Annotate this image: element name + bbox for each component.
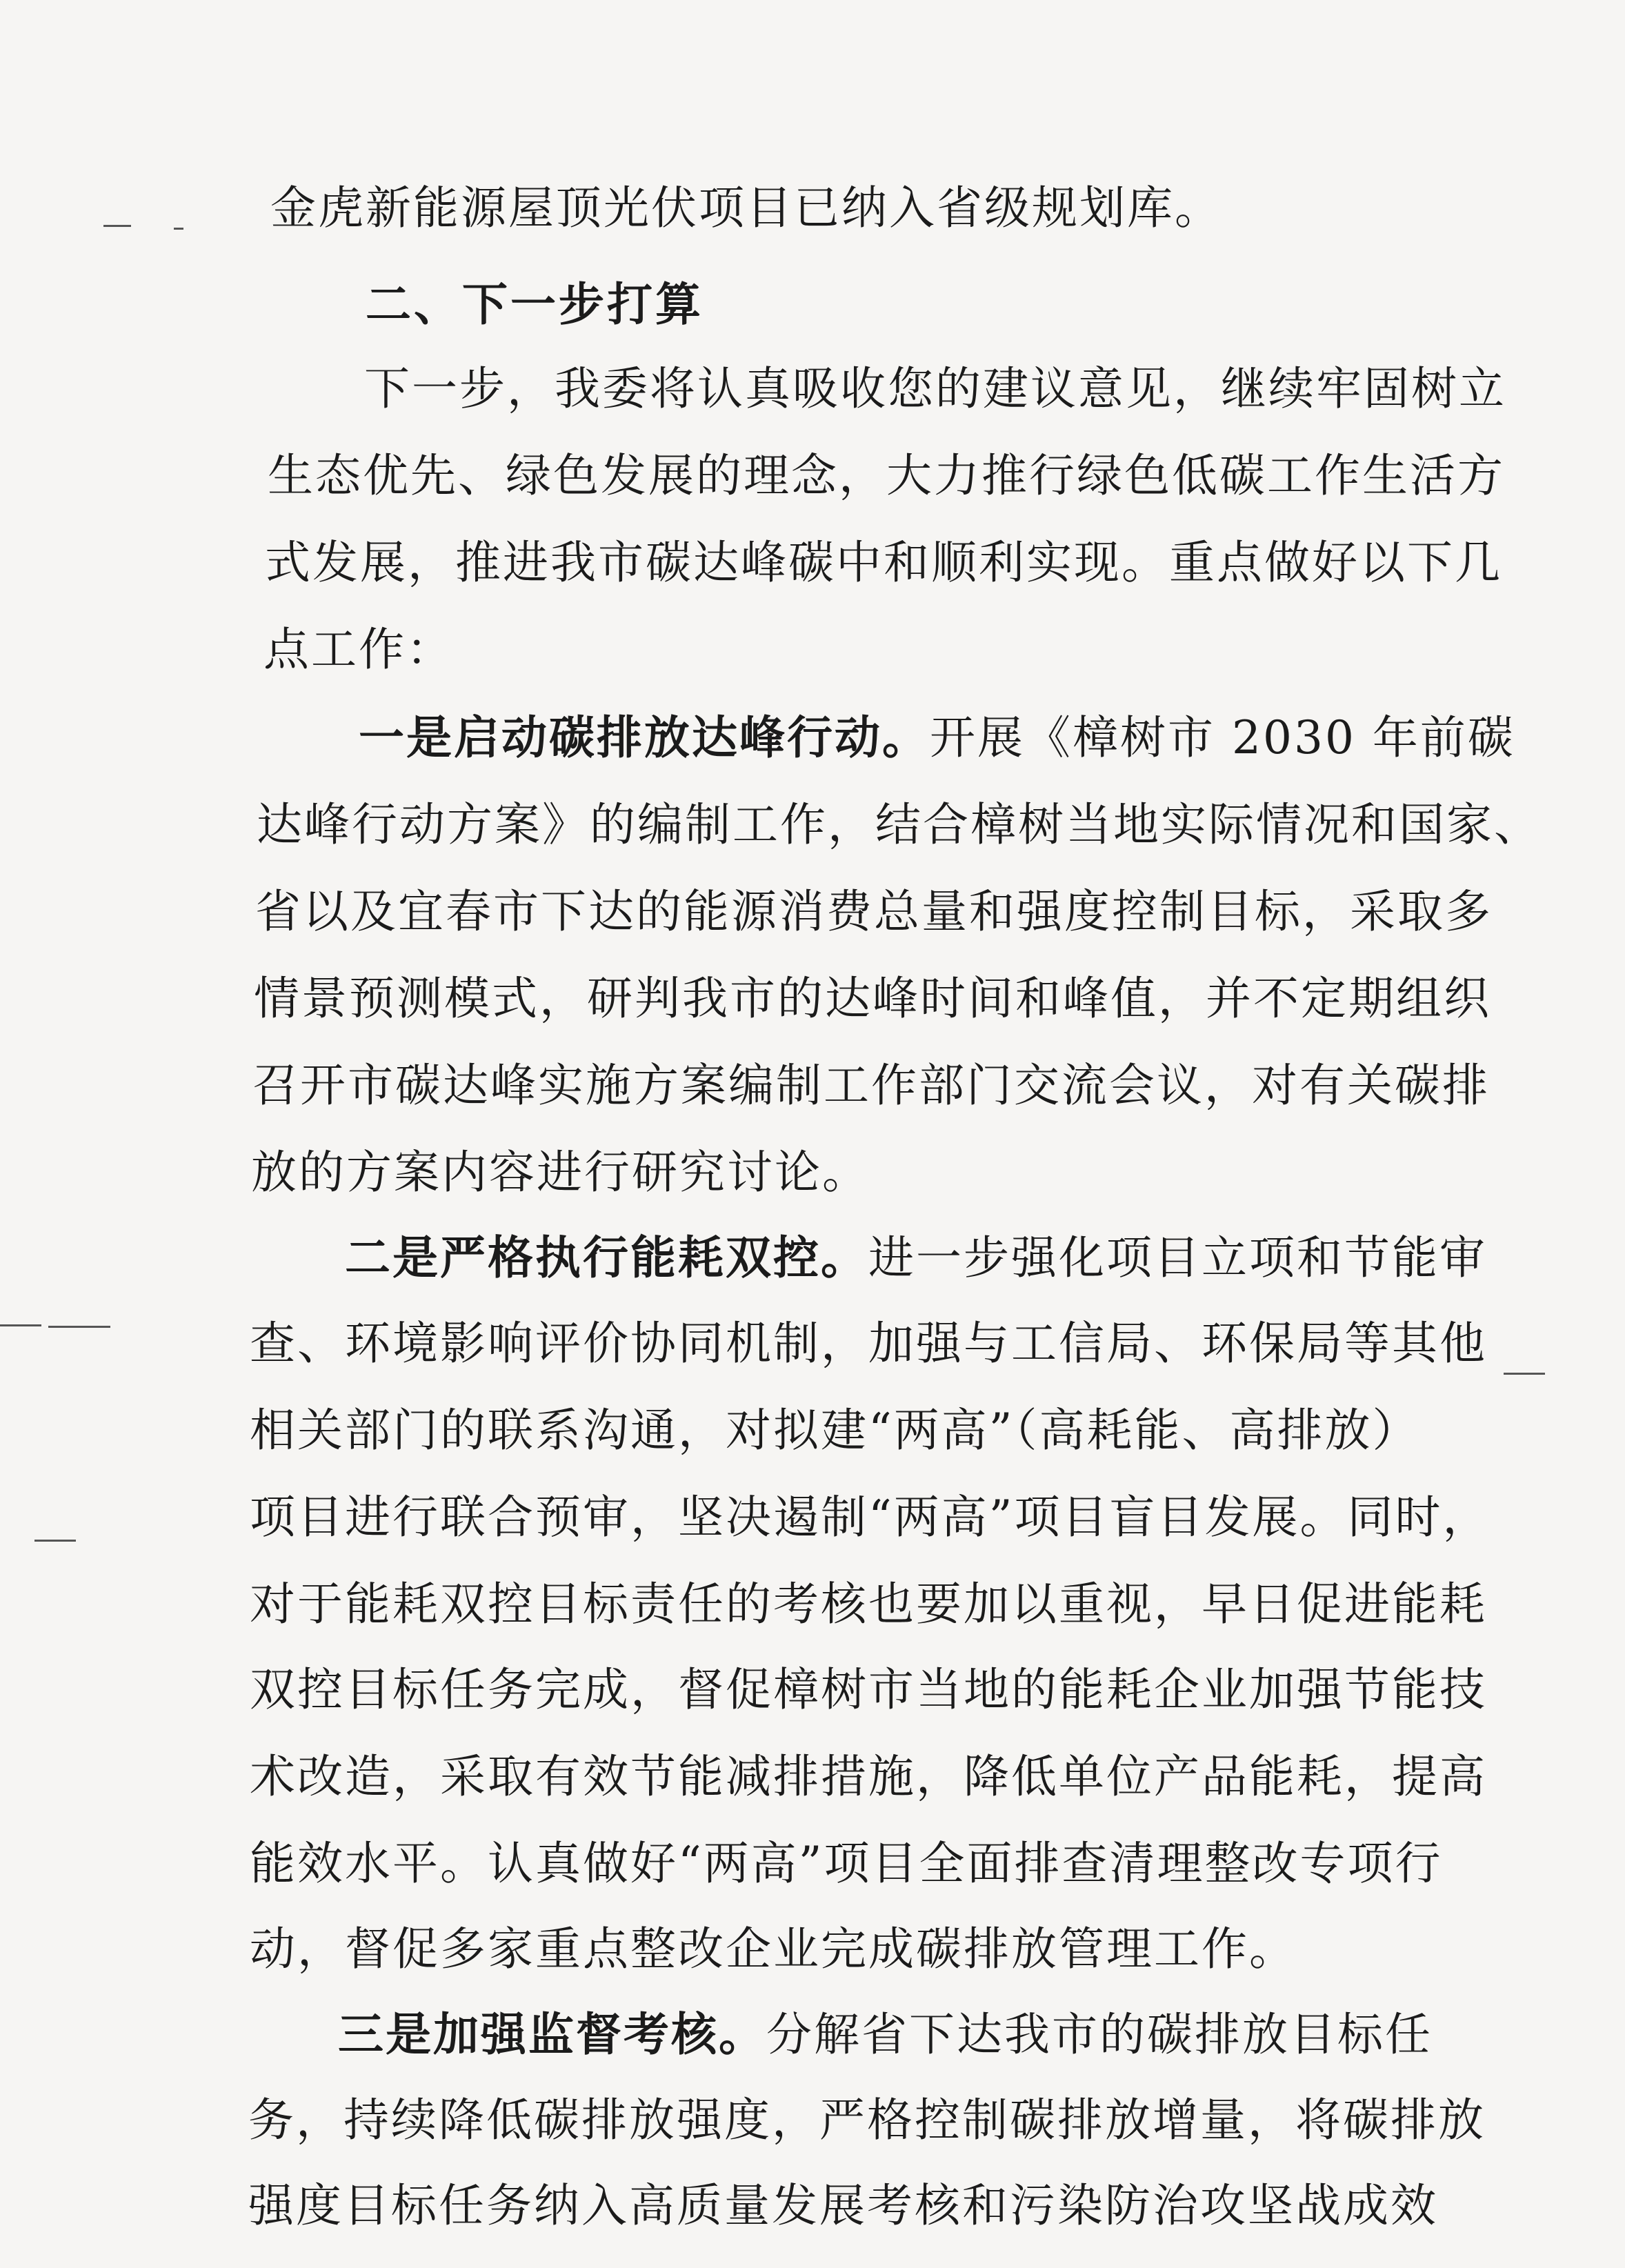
scan-margin-mark bbox=[1504, 1373, 1545, 1375]
paragraph-line: 相关部门的联系沟通，对拟建“两高”（高耗能、高排放） bbox=[250, 1404, 1420, 1457]
paragraph-line: 双控目标任务完成，督促樟树市当地的能耗企业加强节能技 bbox=[250, 1663, 1487, 1716]
paragraph-line: 省以及宜春市下达的能源消费总量和强度控制目标，采取多 bbox=[255, 885, 1493, 938]
paragraph-line: 动，督促多家重点整改企业完成碳排放管理工作。 bbox=[250, 1922, 1297, 1976]
paragraph-line: 下一步，我委将认真吸收您的建议意见，继续牢固树立 bbox=[364, 362, 1506, 415]
paragraph-line: 能效水平。认真做好“两高”项目全面排查清理整改专项行 bbox=[250, 1837, 1443, 1890]
paragraph-line: 召开市碳达峰实施方案编制工作部门交流会议，对有关碳排 bbox=[252, 1059, 1490, 1112]
paragraph-line: 项目进行联合预审，坚决遏制“两高”项目盲目发展。同时， bbox=[250, 1491, 1491, 1544]
item-three-text: 分解省下达我市的碳排放目标任 bbox=[766, 2008, 1433, 2061]
paragraph-line: 放的方案内容进行研究讨论。 bbox=[251, 1146, 870, 1199]
scan-margin-mark bbox=[103, 225, 131, 227]
scan-margin-mark bbox=[174, 228, 183, 230]
item-one-text: 开展《樟树市 2030 年前碳 bbox=[930, 711, 1515, 764]
scan-margin-mark bbox=[48, 1326, 110, 1328]
paragraph-line: 式发展，推进我市碳达峰碳中和顺利实现。重点做好以下几 bbox=[265, 536, 1502, 589]
paragraph-line: 务，持续降低碳排放强度，严格控制碳排放增量，将碳排放 bbox=[248, 2093, 1486, 2147]
item-one-first-line bbox=[359, 710, 1515, 766]
item-three-lead: 三是加强监督考核。 bbox=[338, 2008, 766, 2061]
paragraph-line: 生态优先、绿色发展的理念，大力推行绿色低碳工作生活方 bbox=[268, 449, 1505, 502]
paragraph-line: 对于能耗双控目标责任的考核也要加以重视，早日促进能耗 bbox=[250, 1578, 1487, 1631]
paragraph-line: 查、环境影响评价协同机制，加强与工信局、环保局等其他 bbox=[250, 1317, 1487, 1370]
item-two-first-line bbox=[345, 1231, 1487, 1286]
scan-margin-mark bbox=[0, 1324, 41, 1326]
paragraph-line: 点工作： bbox=[263, 623, 454, 676]
paragraph-line: 达峰行动方案》的编制工作，结合樟树当地实际情况和国家、 bbox=[257, 798, 1542, 851]
section-heading: 二、下一步打算 bbox=[366, 278, 704, 331]
item-two-text: 进一步强化项目立项和节能审 bbox=[868, 1231, 1487, 1284]
paragraph-line: 术改造，采取有效节能减排措施，降低单位产品能耗，提高 bbox=[250, 1750, 1487, 1803]
scan-margin-mark bbox=[34, 1540, 76, 1542]
item-one-lead: 一是启动碳排放达峰行动。 bbox=[359, 711, 930, 764]
item-two-lead: 二是严格执行能耗双控。 bbox=[345, 1231, 868, 1284]
item-three-first-line bbox=[338, 2007, 1433, 2062]
text-line: 金虎新能源屋顶光伏项目已纳入省级规划库。 bbox=[270, 181, 1222, 235]
paragraph-line: 情景预测模式，研判我市的达峰时间和峰值，并不定期组织 bbox=[254, 972, 1491, 1025]
paragraph-line: 强度目标任务纳入高质量发展考核和污染防治攻坚战成效 bbox=[248, 2179, 1438, 2232]
